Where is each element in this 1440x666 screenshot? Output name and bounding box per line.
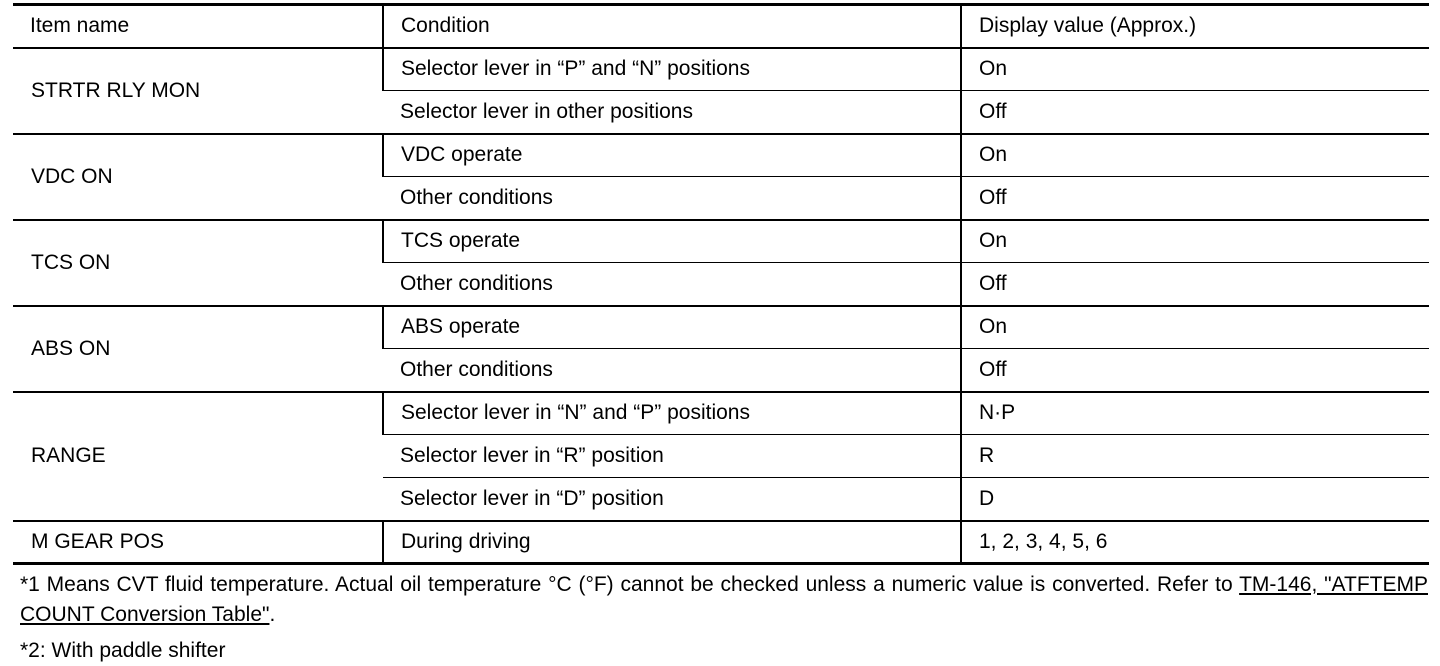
- condition-cell: During driving: [383, 521, 961, 564]
- table-row: [13, 392, 1429, 435]
- footnote-1-text: *1 Means CVT fluid temperature. Actual oil temperature °C (°F) cannot be checked unless a numeric value is converted. Refer to: [20, 573, 1240, 596]
- condition-cell: Selector lever in “R” position: [383, 435, 961, 478]
- item-name-cell: ABS ON: [13, 306, 383, 392]
- footnote-1: [20, 570, 1428, 630]
- item-name-cell: M GEAR POS: [13, 521, 383, 564]
- display-value-cell: Off: [961, 349, 1429, 392]
- header-condition: Condition: [383, 5, 961, 48]
- display-value-cell: 1, 2, 3, 4, 5, 6: [961, 521, 1429, 564]
- table-row: [13, 134, 1429, 177]
- display-value-cell: D: [961, 478, 1429, 521]
- table-body: [13, 48, 1429, 564]
- header-item-name: Item name: [13, 5, 383, 48]
- header-display-value: Display value (Approx.): [961, 5, 1429, 48]
- footnote-2: *2: With paddle shifter: [20, 639, 226, 662]
- condition-cell: Selector lever in “N” and “P” positions: [383, 392, 961, 435]
- condition-cell: Other conditions: [383, 177, 961, 220]
- table-header-row: [13, 5, 1429, 48]
- display-value-cell: Off: [961, 263, 1429, 306]
- display-value-cell: On: [961, 134, 1429, 177]
- table-row: [13, 220, 1429, 263]
- item-name-cell: TCS ON: [13, 220, 383, 306]
- item-name-cell: VDC ON: [13, 134, 383, 220]
- condition-cell: ABS operate: [383, 306, 961, 349]
- condition-cell: VDC operate: [383, 134, 961, 177]
- condition-cell: Other conditions: [383, 349, 961, 392]
- table-row: [13, 48, 1429, 91]
- display-value-cell: N·P: [961, 392, 1429, 435]
- display-value-cell: On: [961, 306, 1429, 349]
- display-value-cell: On: [961, 220, 1429, 263]
- footnote-1-link[interactable]: TM-146, "ATFTEMP COUNT Conversion Table": [20, 573, 1428, 626]
- display-value-cell: R: [961, 435, 1429, 478]
- condition-cell: TCS operate: [383, 220, 961, 263]
- item-name-cell: RANGE: [13, 392, 383, 521]
- table-row: [13, 521, 1429, 564]
- condition-cell: Selector lever in “P” and “N” positions: [383, 48, 961, 91]
- condition-cell: Selector lever in “D” position: [383, 478, 961, 521]
- item-name-cell: STRTR RLY MON: [13, 48, 383, 134]
- table-row: [13, 306, 1429, 349]
- data-monitor-table: [13, 3, 1429, 565]
- condition-cell: Other conditions: [383, 263, 961, 306]
- display-value-cell: Off: [961, 177, 1429, 220]
- condition-cell: Selector lever in other positions: [383, 91, 961, 134]
- display-value-cell: On: [961, 48, 1429, 91]
- display-value-cell: Off: [961, 91, 1429, 134]
- footnote-1-end: .: [269, 603, 276, 626]
